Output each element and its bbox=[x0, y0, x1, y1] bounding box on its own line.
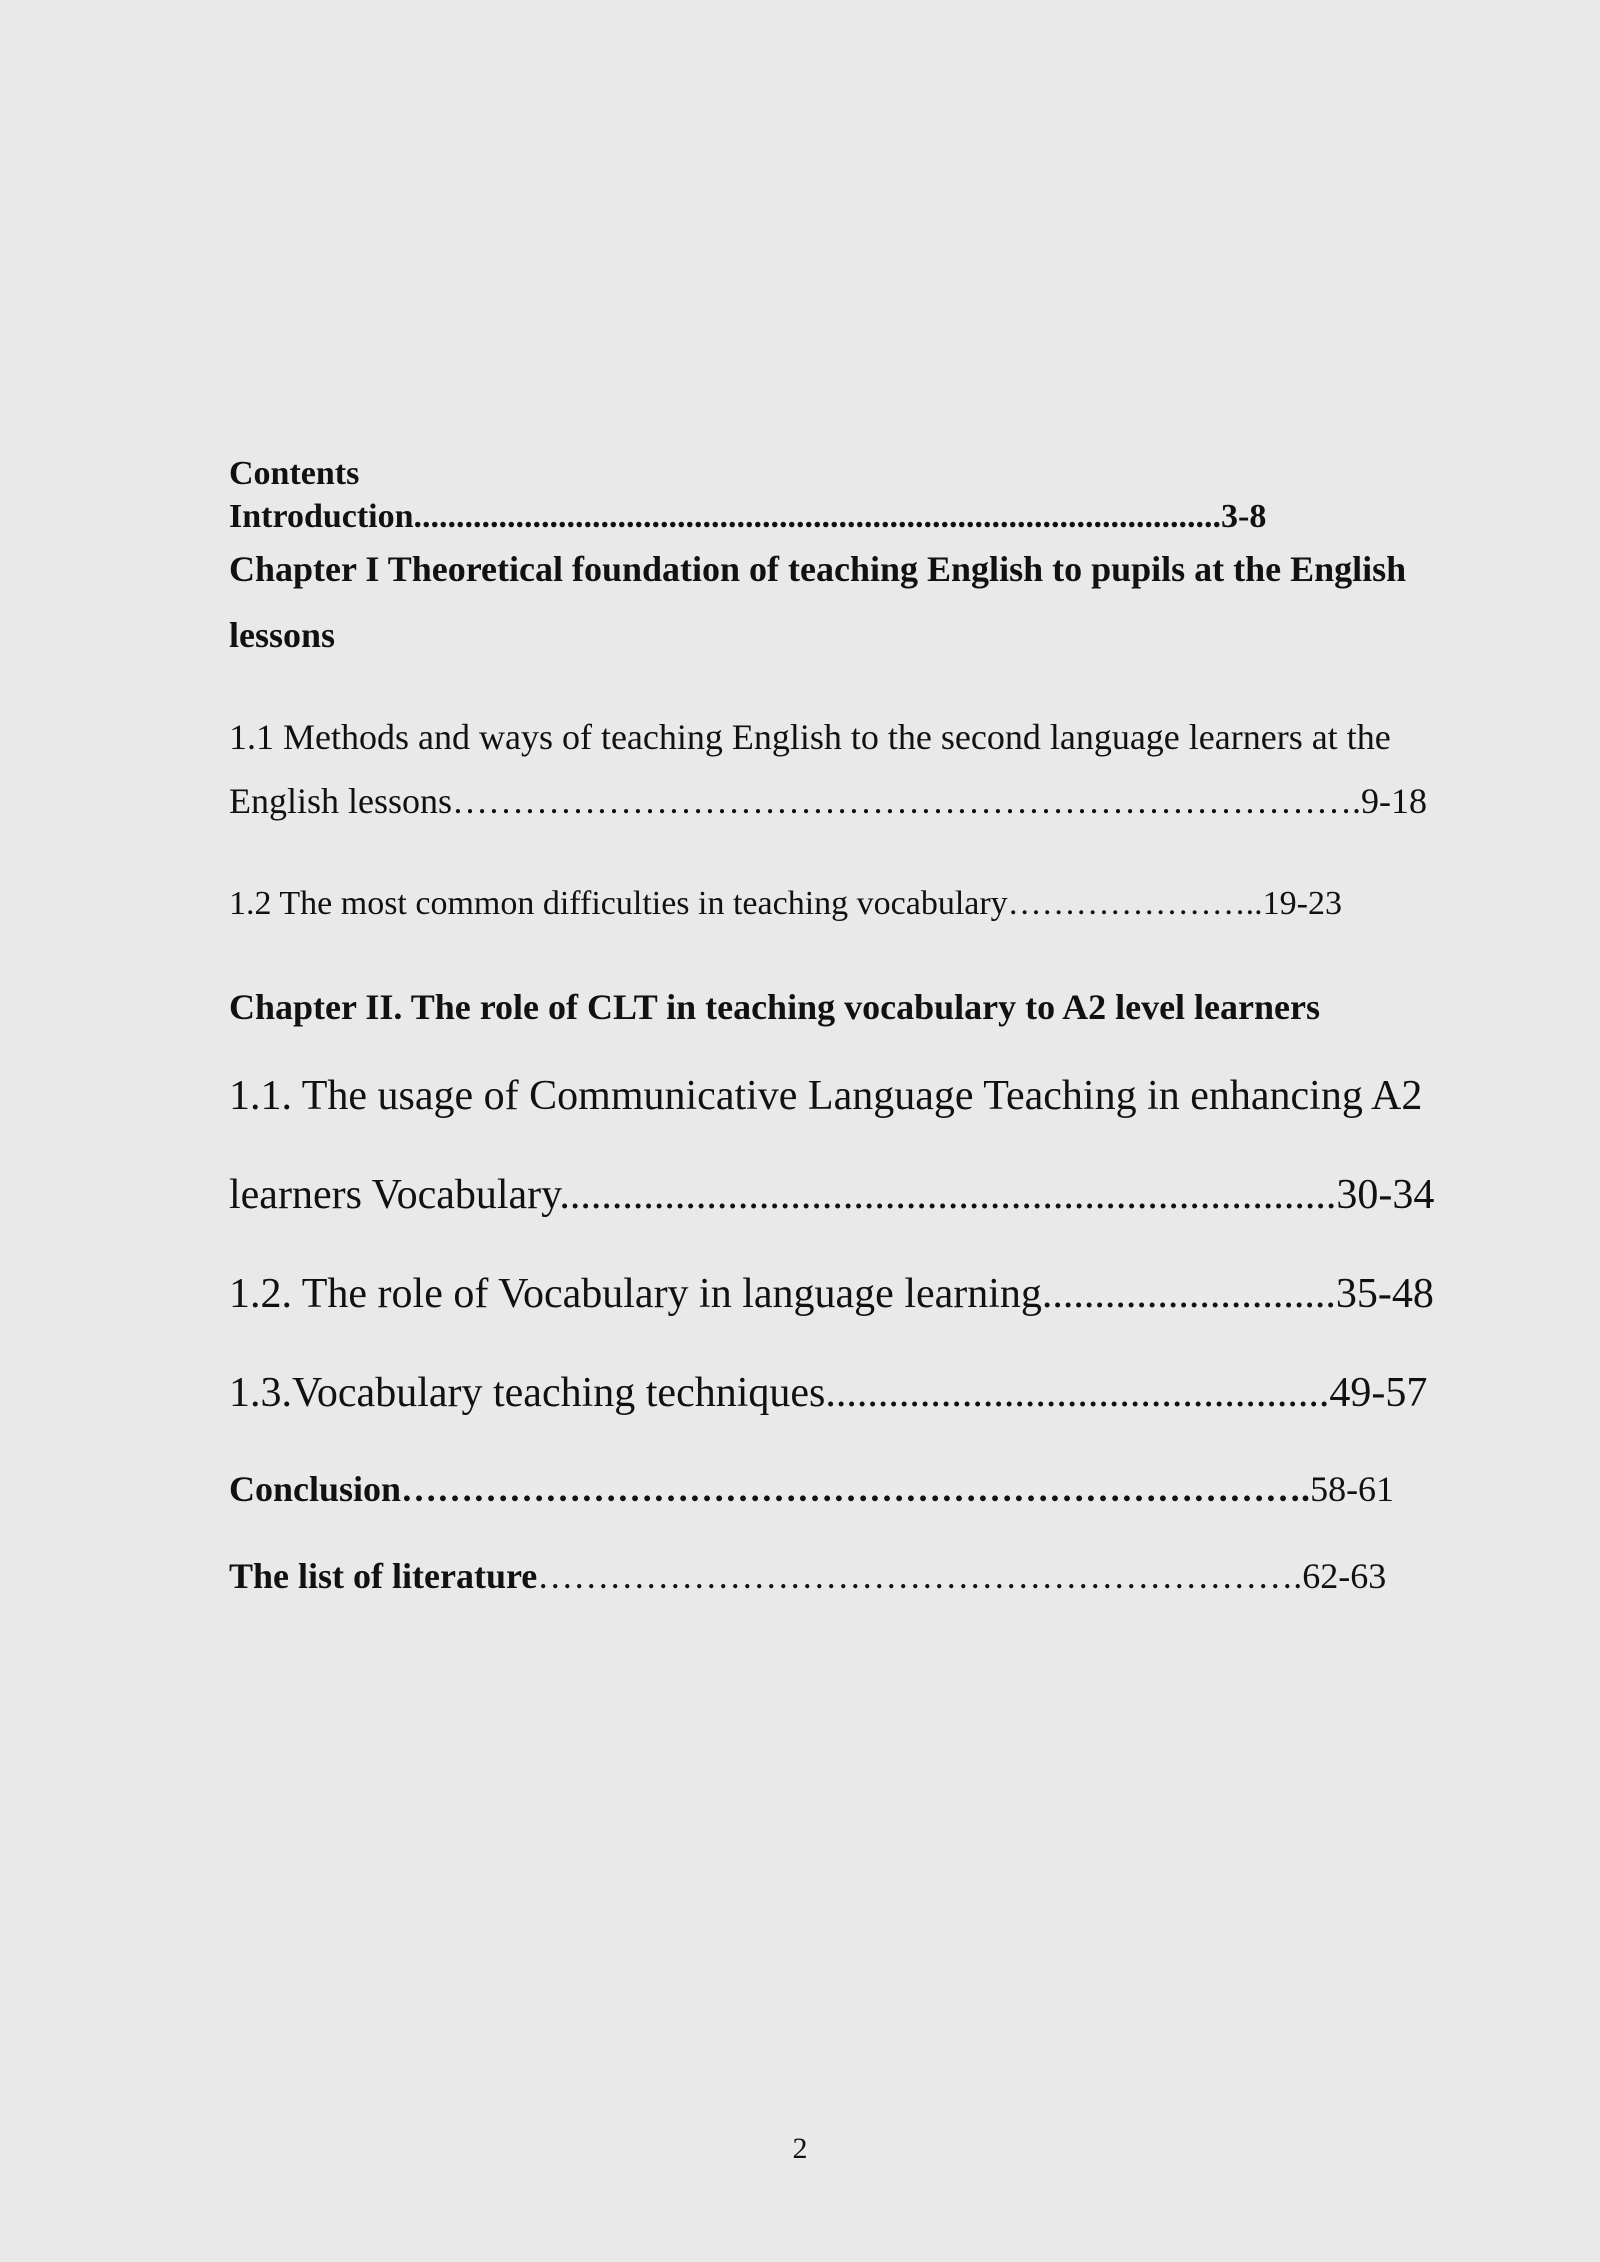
toc-entry-1-1-continued: English lessons………………………………………………………………….9-18 bbox=[229, 781, 1428, 821]
toc-entry-2-1-continued: learners Vocabulary..........................................................................30-34 bbox=[229, 1172, 1435, 1218]
literature-dots: ………………………………………………………. bbox=[537, 1556, 1303, 1596]
toc-entry-1-2: 1.2 The most common difficulties in teaching vocabulary…………………..19-23 bbox=[229, 885, 1343, 922]
contents-title: Contents bbox=[229, 455, 360, 492]
conclusion-label: Conclusion…………………………………………………………………. bbox=[229, 1469, 1311, 1509]
toc-entry-chapter-1-continued: lessons bbox=[229, 615, 336, 655]
literature-pages: 62-63 bbox=[1302, 1556, 1387, 1596]
toc-entry-2-1: 1.1. The usage of Communicative Language Teaching in enhancing A2 bbox=[229, 1073, 1423, 1119]
conclusion-pages: 58-61 bbox=[1310, 1469, 1395, 1509]
toc-entry-2-3: 1.3.Vocabulary teaching techniques................................................49-57 bbox=[229, 1370, 1428, 1416]
toc-entry-2-2: 1.2. The role of Vocabulary in language learning............................35-48 bbox=[229, 1271, 1434, 1317]
toc-entry-conclusion bbox=[229, 1468, 1394, 1510]
page-number: 2 bbox=[792, 2132, 808, 2165]
toc-entry-introduction: Introduction...............................................................................................3-8 bbox=[229, 498, 1267, 535]
toc-entry-1-1: 1.1 Methods and ways of teaching English to the second language learners at the bbox=[229, 717, 1391, 757]
toc-entry-literature bbox=[229, 1555, 1386, 1597]
toc-entry-chapter-2: Chapter II. The role of CLT in teaching vocabulary to A2 level learners bbox=[229, 987, 1321, 1027]
toc-entry-chapter-1: Chapter I Theoretical foundation of teaching English to pupils at the English bbox=[229, 549, 1407, 589]
literature-label: The list of literature bbox=[229, 1556, 538, 1596]
